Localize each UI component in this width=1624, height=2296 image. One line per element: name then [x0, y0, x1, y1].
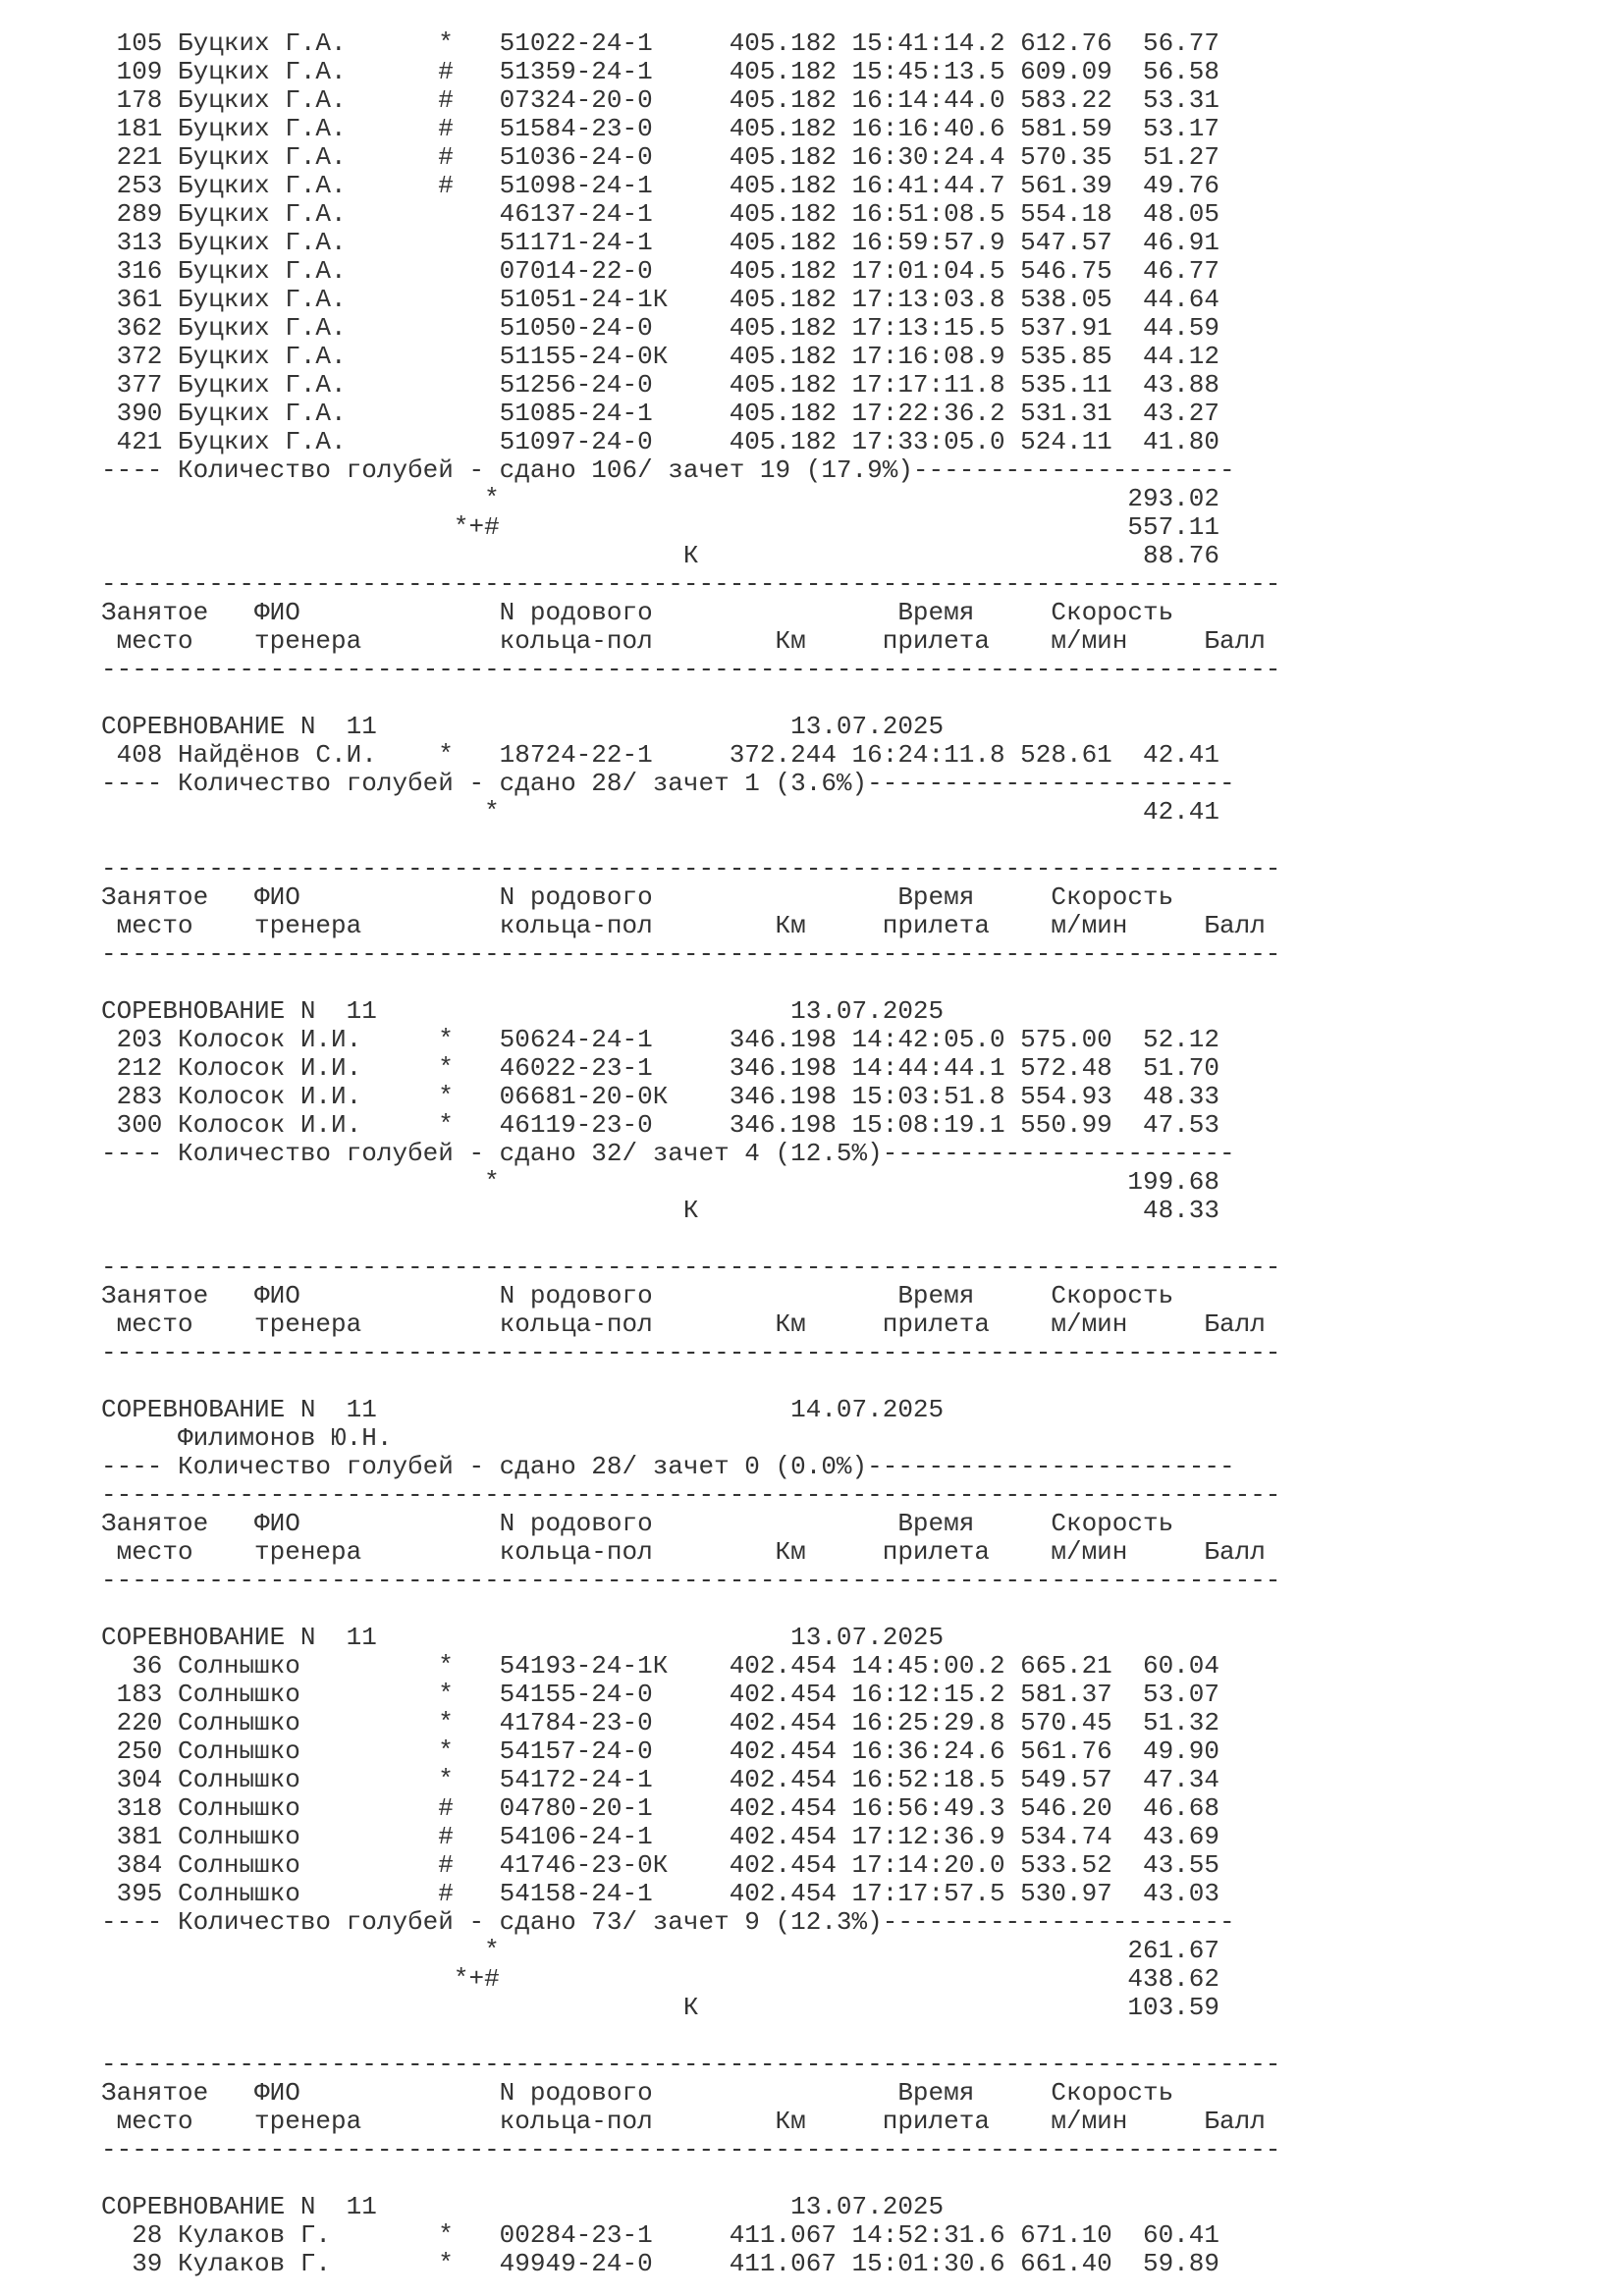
column-header-row1: Занятое ФИО N родового Время Скорость	[101, 882, 1174, 912]
competition-header: СОРЕВНОВАНИЕ N 11 13.07.2025	[101, 2192, 945, 2221]
pigeon-count-summary: ---- Количество голубей - сдано 28/ зачет 1 (3.6%)------------------------	[101, 769, 1235, 798]
category-total-line: * 293.02	[101, 484, 1219, 513]
result-row: 372 Буцких Г.А. 51155-24-0К 405.182 17:16:08.9 535.85 44.12	[101, 342, 1219, 371]
column-header-row1: Занятое ФИО N родового Время Скорость	[101, 1509, 1174, 1538]
blank-line	[101, 2164, 1624, 2193]
result-row: 316 Буцких Г.А. 07014-22-0 405.182 17:01:04.5 546.75 46.77	[101, 256, 1219, 286]
result-row: 421 Буцких Г.А. 51097-24-0 405.182 17:33:05.0 524.11 41.80	[101, 427, 1219, 456]
separator-line: -----------------------------------------------------------------------------	[101, 1566, 1281, 1595]
category-total-line: *+# 557.11	[101, 512, 1219, 542]
separator-line: -----------------------------------------------------------------------------	[101, 1253, 1281, 1282]
result-row: 183 Солнышко * 54155-24-0 402.454 16:12:15.2 581.37 53.07	[101, 1680, 1219, 1709]
result-row: 408 Найдёнов С.И. * 18724-22-1 372.244 16:24:11.8 528.61 42.41	[101, 740, 1219, 770]
column-header-row2: место тренера кольца-пол Км прилета м/мин Балл	[101, 1309, 1266, 1339]
blank-line	[101, 684, 1624, 713]
category-total-line: *+# 438.62	[101, 1964, 1219, 1994]
competition-header: СОРЕВНОВАНИЕ N 11 13.07.2025	[101, 996, 945, 1026]
blank-line	[101, 969, 1624, 997]
blank-line	[101, 1225, 1624, 1254]
result-row: 395 Солнышко # 54158-24-1 402.454 17:17:57.5 530.97 43.03	[101, 1879, 1219, 1908]
result-row: 390 Буцких Г.А. 51085-24-1 405.182 17:22:36.2 531.31 43.27	[101, 399, 1219, 428]
result-row: 384 Солнышко # 41746-23-0К 402.454 17:14:20.0 533.52 43.55	[101, 1850, 1219, 1880]
result-row: 105 Буцких Г.А. * 51022-24-1 405.182 15:41:14.2 612.76 56.77	[101, 28, 1219, 58]
result-row: 178 Буцких Г.А. # 07324-20-0 405.182 16:14:44.0 583.22 53.31	[101, 85, 1219, 115]
result-row: 304 Солнышко * 54172-24-1 402.454 16:52:18.5 549.57 47.34	[101, 1765, 1219, 1794]
pigeon-count-summary: ---- Количество голубей - сдано 32/ зачет 4 (12.5%)-----------------------	[101, 1139, 1235, 1168]
result-row: 250 Солнышко * 54157-24-0 402.454 16:36:24.6 561.76 49.90	[101, 1736, 1219, 1766]
trainer-name-line: Филимонов Ю.Н.	[101, 1423, 393, 1453]
result-row: 109 Буцких Г.А. # 51359-24-1 405.182 15:45:13.5 609.09 56.58	[101, 57, 1219, 86]
result-row: 283 Колосок И.И. * 06681-20-0К 346.198 15:03:51.8 554.93 48.33	[101, 1082, 1219, 1111]
separator-line: -----------------------------------------------------------------------------	[101, 939, 1281, 969]
separator-line: -----------------------------------------------------------------------------	[101, 2050, 1281, 2079]
result-row: 313 Буцких Г.А. 51171-24-1 405.182 16:59:57.9 547.57 46.91	[101, 228, 1219, 257]
separator-line: -----------------------------------------------------------------------------	[101, 854, 1281, 883]
column-header-row1: Занятое ФИО N родового Время Скорость	[101, 2078, 1174, 2108]
result-row: 300 Колосок И.И. * 46119-23-0 346.198 15:08:19.1 550.99 47.53	[101, 1110, 1219, 1140]
pigeon-count-summary: ---- Количество голубей - сдано 73/ зачет 9 (12.3%)-----------------------	[101, 1907, 1235, 1937]
result-row: 253 Буцких Г.А. # 51098-24-1 405.182 16:41:44.7 561.39 49.76	[101, 171, 1219, 200]
category-total-line: * 199.68	[101, 1167, 1219, 1197]
blank-line	[101, 2022, 1624, 2051]
separator-line: -----------------------------------------------------------------------------	[101, 569, 1281, 599]
column-header-row2: место тренера кольца-пол Км прилета м/мин Балл	[101, 911, 1266, 940]
pigeon-count-summary: ---- Количество голубей - сдано 28/ зачет 0 (0.0%)------------------------	[101, 1452, 1235, 1481]
column-header-row2: место тренера кольца-пол Км прилета м/мин Балл	[101, 2107, 1266, 2136]
result-row: 212 Колосок И.И. * 46022-23-1 346.198 14:44:44.1 572.48 51.70	[101, 1053, 1219, 1083]
separator-line: -----------------------------------------------------------------------------	[101, 655, 1281, 684]
result-row: 361 Буцких Г.А. 51051-24-1К 405.182 17:13:03.8 538.05 44.64	[101, 285, 1219, 314]
column-header-row2: место тренера кольца-пол Км прилета м/мин Балл	[101, 626, 1266, 656]
result-row: 377 Буцких Г.А. 51256-24-0 405.182 17:17:11.8 535.11 43.88	[101, 370, 1219, 400]
blank-line	[101, 827, 1624, 855]
result-row: 362 Буцких Г.А. 51050-24-0 405.182 17:13:15.5 537.91 44.59	[101, 313, 1219, 343]
result-row: 36 Солнышко * 54193-24-1К 402.454 14:45:00.2 665.21 60.04	[101, 1651, 1219, 1681]
result-row: 381 Солнышко # 54106-24-1 402.454 17:12:36.9 534.74 43.69	[101, 1822, 1219, 1851]
blank-line	[101, 1595, 1624, 1624]
competition-header: СОРЕВНОВАНИЕ N 11 13.07.2025	[101, 712, 945, 741]
result-row: 39 Кулаков Г. * 49949-24-0 411.067 15:01:30.6 661.40 59.89	[101, 2249, 1219, 2278]
pigeon-count-summary: ---- Количество голубей - сдано 106/ зачет 19 (17.9%)---------------------	[101, 455, 1235, 485]
column-header-row1: Занятое ФИО N родового Время Скорость	[101, 598, 1174, 627]
result-row: 220 Солнышко * 41784-23-0 402.454 16:25:29.8 570.45 51.32	[101, 1708, 1219, 1737]
result-row: 203 Колосок И.И. * 50624-24-1 346.198 14:42:05.0 575.00 52.12	[101, 1025, 1219, 1054]
category-total-line: К 88.76	[101, 541, 1219, 570]
category-total-line: * 42.41	[101, 797, 1219, 827]
category-total-line: К 48.33	[101, 1196, 1219, 1225]
separator-line: -----------------------------------------------------------------------------	[101, 1338, 1281, 1367]
result-row: 181 Буцких Г.А. # 51584-23-0 405.182 16:16:40.6 581.59 53.17	[101, 114, 1219, 143]
result-row: 289 Буцких Г.А. 46137-24-1 405.182 16:51:08.5 554.18 48.05	[101, 199, 1219, 229]
result-row: 221 Буцких Г.А. # 51036-24-0 405.182 16:30:24.4 570.35 51.27	[101, 142, 1219, 172]
separator-line: -----------------------------------------------------------------------------	[101, 2135, 1281, 2164]
column-header-row1: Занятое ФИО N родового Время Скорость	[101, 1281, 1174, 1310]
separator-line: -----------------------------------------------------------------------------	[101, 1480, 1281, 1510]
category-total-line: * 261.67	[101, 1936, 1219, 1965]
result-row: 28 Кулаков Г. * 00284-23-1 411.067 14:52:31.6 671.10 60.41	[101, 2220, 1219, 2250]
competition-header: СОРЕВНОВАНИЕ N 11 13.07.2025	[101, 1623, 945, 1652]
race-results-report	[101, 29, 1624, 2278]
result-row: 318 Солнышко # 04780-20-1 402.454 16:56:49.3 546.20 46.68	[101, 1793, 1219, 1823]
competition-header: СОРЕВНОВАНИЕ N 11 14.07.2025	[101, 1395, 945, 1424]
column-header-row2: место тренера кольца-пол Км прилета м/мин Балл	[101, 1537, 1266, 1567]
category-total-line: К 103.59	[101, 1993, 1219, 2022]
blank-line	[101, 1367, 1624, 1396]
